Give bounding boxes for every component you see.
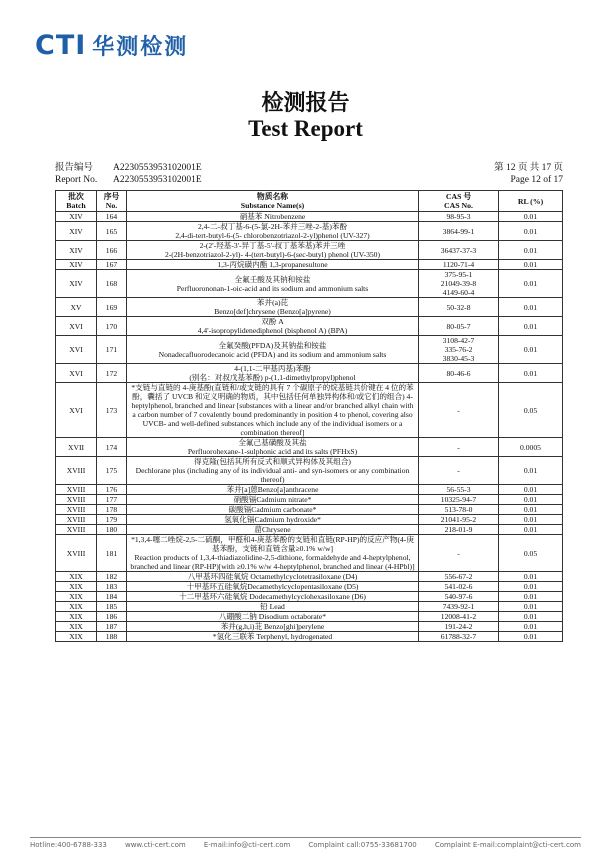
cell-no: 181 — [97, 535, 127, 572]
cell-batch: XIV — [56, 270, 97, 298]
cell-cas-no: 556-67-2 — [419, 572, 499, 582]
cell-substance-name: 硝酸镉Cadmium nitrate* — [127, 495, 419, 505]
cell-substance-name: 十二甲基环六硅氧烷 Dodecamethylcyclohexasiloxane (D6) — [127, 592, 419, 602]
cell-batch: XVIII — [56, 535, 97, 572]
cell-no: 176 — [97, 485, 127, 495]
cell-substance-name: 全氟癸酸(PFDA)及其钠盐和铵盐 Nonadecafluorodecanoic acid (PFDA) and its sodium and ammonium salts — [127, 336, 419, 364]
cell-cas-no: 7439-92-1 — [419, 602, 499, 612]
table-row — [56, 241, 563, 260]
logo-cn-text: 华测检测 — [92, 35, 189, 60]
table-row — [56, 485, 563, 495]
cell-cas-no: 50-32-8 — [419, 298, 499, 317]
table-row — [56, 572, 563, 582]
cell-cas-no: 191-24-2 — [419, 622, 499, 632]
cell-cas-no: 80-05-7 — [419, 317, 499, 336]
cell-no: 187 — [97, 622, 127, 632]
cell-cas-no: - — [419, 457, 499, 485]
cell-substance-name: 䓛Chrysene — [127, 525, 419, 535]
cell-no: 166 — [97, 241, 127, 260]
cell-substance-name: 硝基苯 Nitrobenzene — [127, 212, 419, 222]
company-logo — [35, 30, 188, 61]
cell-batch: XVI — [56, 383, 97, 438]
substance-table — [55, 190, 563, 642]
cell-batch: XVIII — [56, 515, 97, 525]
cell-batch: XV — [56, 298, 97, 317]
cell-substance-name: 苯并[a]蒽Benzo[a]anthracene — [127, 485, 419, 495]
cell-batch: XVI — [56, 317, 97, 336]
table-row — [56, 383, 563, 438]
page-footer — [30, 837, 581, 849]
cell-no: 179 — [97, 515, 127, 525]
table-row — [56, 525, 563, 535]
cell-rl: 0.01 — [499, 317, 563, 336]
table-row — [56, 622, 563, 632]
cell-substance-name: 碳酸镉Cadmium carbonate* — [127, 505, 419, 515]
cell-cas-no: 1120-71-4 — [419, 260, 499, 270]
cell-batch: XIX — [56, 592, 97, 602]
cell-batch: XIX — [56, 602, 97, 612]
cell-cas-no: 36437-37-3 — [419, 241, 499, 260]
cell-no: 178 — [97, 505, 127, 515]
cell-rl: 0.01 — [499, 260, 563, 270]
table-row — [56, 495, 563, 505]
cell-substance-name: 十甲基环五硅氧烷Decamethylcyclopentasiloxane (D5) — [127, 582, 419, 592]
cell-no: 185 — [97, 602, 127, 612]
cell-no: 164 — [97, 212, 127, 222]
cell-batch: XVII — [56, 438, 97, 457]
cell-no: 188 — [97, 632, 127, 642]
cell-no: 180 — [97, 525, 127, 535]
cell-batch: XIX — [56, 632, 97, 642]
table-row — [56, 632, 563, 642]
report-no-label-en: Report No. — [55, 175, 98, 185]
cell-no: 169 — [97, 298, 127, 317]
cell-cas-no: 98-95-3 — [419, 212, 499, 222]
cell-substance-name: 1,3-丙烷磺内酯 1,3-propanesultone — [127, 260, 419, 270]
cell-cas-no: 80-46-6 — [419, 364, 499, 383]
cell-rl: 0.01 — [499, 485, 563, 495]
cell-substance-name: *氢化三联苯 Terphenyl, hydrogenated — [127, 632, 419, 642]
cell-cas-no: 375-95-1 21049-39-8 4149-60-4 — [419, 270, 499, 298]
cell-no: 172 — [97, 364, 127, 383]
cell-substance-name: 2-(2'-羟基-3'-异丁基-5'-叔丁基苯基)苯并三唑 2-(2H-benzotriazol-2-yl)- 4-(tert-butyl)-6-(sec-butyl) phenol (UV-350) — [127, 241, 419, 260]
cell-rl: 0.01 — [499, 212, 563, 222]
cell-rl: 0.01 — [499, 622, 563, 632]
cell-cas-no: 12008-41-2 — [419, 612, 499, 622]
cell-rl: 0.01 — [499, 572, 563, 582]
cell-rl: 0.01 — [499, 457, 563, 485]
report-title-cn: 检测报告 — [261, 90, 350, 116]
cell-rl: 0.01 — [499, 592, 563, 602]
cell-cas-no: 513-78-0 — [419, 505, 499, 515]
cell-rl: 0.01 — [499, 495, 563, 505]
cell-cas-no: 540-97-6 — [419, 592, 499, 602]
footer-hotline: Hotline:400-6788-333 — [30, 841, 107, 849]
cell-no: 170 — [97, 317, 127, 336]
cell-no: 171 — [97, 336, 127, 364]
cell-substance-name: *1,3,4-噻二唑烷-2,5-二硫酮，甲醛和4-庚基苯酚的支链和直链(RP-HP)的反应产物(4-庚基苯酚，支链和直链含量≥0.1% w/w] Reaction products of 1,3,4-thiadiazolidine-2,5-dithione, formaldehyde and 4-heptylphenol, branched and linear (RP-HP)[with ≥0.1% w/w 4-heptylphenol, branched and linear (4-HPbl)] — [127, 535, 419, 572]
footer-website: www.cti-cert.com — [124, 841, 186, 849]
cell-substance-name: *支链与直链的 4-庚基酚(直链和/或支链的具有 7 个碳原子的烷基链共价键在 4 位的苯酚，囊括了 UVCB 和定义明确的物质，其中包括任何单独异构体和/或它们的组合) 4-heptylphenol, branched and linear [substances with a linear and/or branched alkyl chain with a carbon number of 7 covalently bound predominantly in position 4 to phenol, covering also UVCB- and well-defined substances which include any of the individual isomers or a combination thereof] — [127, 383, 419, 438]
cell-no: 174 — [97, 438, 127, 457]
header-batch: 批次 Batch — [56, 191, 97, 212]
table-row — [56, 336, 563, 364]
report-no-value-en: A2230553953102001E — [113, 175, 202, 185]
cell-rl: 0.01 — [499, 612, 563, 622]
cell-substance-name: 全氟己基磺酸及其盐 Perfluorohexane-1-sulphonic acid and its salts (PFHxS) — [127, 438, 419, 457]
cell-substance-name: 八甲基环四硅氧烷 Octamethylcyclotetrasiloxane (D4) — [127, 572, 419, 582]
cell-rl: 0.01 — [499, 241, 563, 260]
cell-batch: XIX — [56, 582, 97, 592]
cell-substance-name: 得克隆(包括其所有反式和顺式异构体及其组合) Dechlorane plus (including any of its individual anti- and syn-isomers or any combination thereof) — [127, 457, 419, 485]
cell-batch: XIV — [56, 241, 97, 260]
cell-batch: XVI — [56, 364, 97, 383]
cell-cas-no: - — [419, 535, 499, 572]
table-row — [56, 364, 563, 383]
cell-cas-no: - — [419, 383, 499, 438]
cell-cas-no: 541-02-6 — [419, 582, 499, 592]
cell-no: 175 — [97, 457, 127, 485]
cell-cas-no: 3108-42-7 335-76-2 3830-45-3 — [419, 336, 499, 364]
cell-no: 177 — [97, 495, 127, 505]
cell-batch: XVIII — [56, 505, 97, 515]
cell-rl: 0.05 — [499, 535, 563, 572]
cell-rl: 0.01 — [499, 602, 563, 612]
table-row — [56, 457, 563, 485]
table-row — [56, 582, 563, 592]
cell-batch: XIX — [56, 622, 97, 632]
cell-no: 182 — [97, 572, 127, 582]
table-row — [56, 222, 563, 241]
cell-batch: XVIII — [56, 485, 97, 495]
table-row — [56, 260, 563, 270]
table-row — [56, 438, 563, 457]
cell-no: 184 — [97, 592, 127, 602]
cell-rl: 0.01 — [499, 298, 563, 317]
cell-batch: XVIII — [56, 495, 97, 505]
report-no-label-cn: 报告编号 — [55, 163, 94, 173]
cell-rl: 0.01 — [499, 515, 563, 525]
cell-cas-no: 10325-94-7 — [419, 495, 499, 505]
cell-no: 168 — [97, 270, 127, 298]
header-no: 序号 No. — [97, 191, 127, 212]
page-number-cn: 第 12 页 共 17 页 — [494, 163, 563, 173]
cell-rl: 0.01 — [499, 525, 563, 535]
table-row — [56, 612, 563, 622]
cell-substance-name: 4-(1,1-二甲基丙基)苯酚 (别名：对叔戊基苯酚) p-(1,1-dimethylpropyl)phenol — [127, 364, 419, 383]
cell-cas-no: 3864-99-1 — [419, 222, 499, 241]
table-row — [56, 270, 563, 298]
cell-rl: 0.01 — [499, 505, 563, 515]
footer-email: E-mail:info@cti-cert.com — [203, 841, 291, 849]
report-no-value-cn: A2230553953102001E — [113, 163, 202, 173]
table-header-row — [56, 191, 563, 212]
table-body — [56, 212, 563, 642]
cell-batch: XVIII — [56, 457, 97, 485]
cell-cas-no: 21041-95-2 — [419, 515, 499, 525]
cell-rl: 0.01 — [499, 336, 563, 364]
footer-complaint-email: Complaint E-mail:complaint@cti-cert.com — [434, 841, 581, 849]
cell-no: 186 — [97, 612, 127, 622]
cell-no: 183 — [97, 582, 127, 592]
cell-batch: XVI — [56, 336, 97, 364]
header-cas-no: CAS 号 CAS No. — [419, 191, 499, 212]
cell-batch: XIX — [56, 572, 97, 582]
table-row — [56, 212, 563, 222]
cell-batch: XVIII — [56, 525, 97, 535]
report-number-block — [55, 162, 202, 186]
cell-substance-name: 铅 Lead — [127, 602, 419, 612]
page-number-block — [494, 162, 563, 186]
cell-rl: 0.01 — [499, 222, 563, 241]
cell-no: 173 — [97, 383, 127, 438]
cell-cas-no: 61788-32-7 — [419, 632, 499, 642]
cell-rl: 0.01 — [499, 582, 563, 592]
cell-rl: 0.0005 — [499, 438, 563, 457]
cell-no: 165 — [97, 222, 127, 241]
header-substance-name: 物质名称 Substance Name(s) — [127, 191, 419, 212]
logo-cti-text: CTI — [35, 30, 87, 61]
cell-cas-no: 56-55-3 — [419, 485, 499, 495]
page-number-en: Page 12 of 17 — [510, 175, 563, 185]
table-row — [56, 535, 563, 572]
table-row — [56, 515, 563, 525]
report-title-en: Test Report — [248, 116, 363, 141]
cell-rl: 0.01 — [499, 364, 563, 383]
cell-batch: XIV — [56, 222, 97, 241]
table-row — [56, 592, 563, 602]
table-row — [56, 298, 563, 317]
cell-rl: 0.01 — [499, 632, 563, 642]
cell-no: 167 — [97, 260, 127, 270]
cell-substance-name: 2,4-二-叔丁基-6-(5-氯-2H-苯并三唑-2-基)苯酚 2,4-di-tert-butyl-6-(5- chlorobenzotriazol-2-yl)phenol (UV-327) — [127, 222, 419, 241]
cell-batch: XIV — [56, 260, 97, 270]
table-row — [56, 602, 563, 612]
header-rl: RL (%) — [499, 191, 563, 212]
table-row — [56, 317, 563, 336]
cell-substance-name: 全氟壬酸及其钠和铵盐 Perfluorononan-1-oic-acid and its sodium and ammonium salts — [127, 270, 419, 298]
cell-rl: 0.01 — [499, 270, 563, 298]
cell-rl: 0.05 — [499, 383, 563, 438]
cell-substance-name: 苯并(g,h,i)苝 Benzo[ghi]perylene — [127, 622, 419, 632]
cell-batch: XIX — [56, 612, 97, 622]
cell-substance-name: 苯并(a)芘 Benzo[def]chrysene (Benzo[a]pyrene) — [127, 298, 419, 317]
cell-substance-name: 双酚 A 4,4'-isopropylidenediphenol (bisphenol A) (BPA) — [127, 317, 419, 336]
cell-batch: XIV — [56, 212, 97, 222]
cell-substance-name: 氢氧化镉Cadmium hydroxide* — [127, 515, 419, 525]
cell-cas-no: - — [419, 438, 499, 457]
footer-complaint-call: Complaint call:0755-33681700 — [308, 841, 417, 849]
cell-cas-no: 218-01-9 — [419, 525, 499, 535]
table-row — [56, 505, 563, 515]
cell-substance-name: 八硼酸二钠 Disodium octaborate* — [127, 612, 419, 622]
